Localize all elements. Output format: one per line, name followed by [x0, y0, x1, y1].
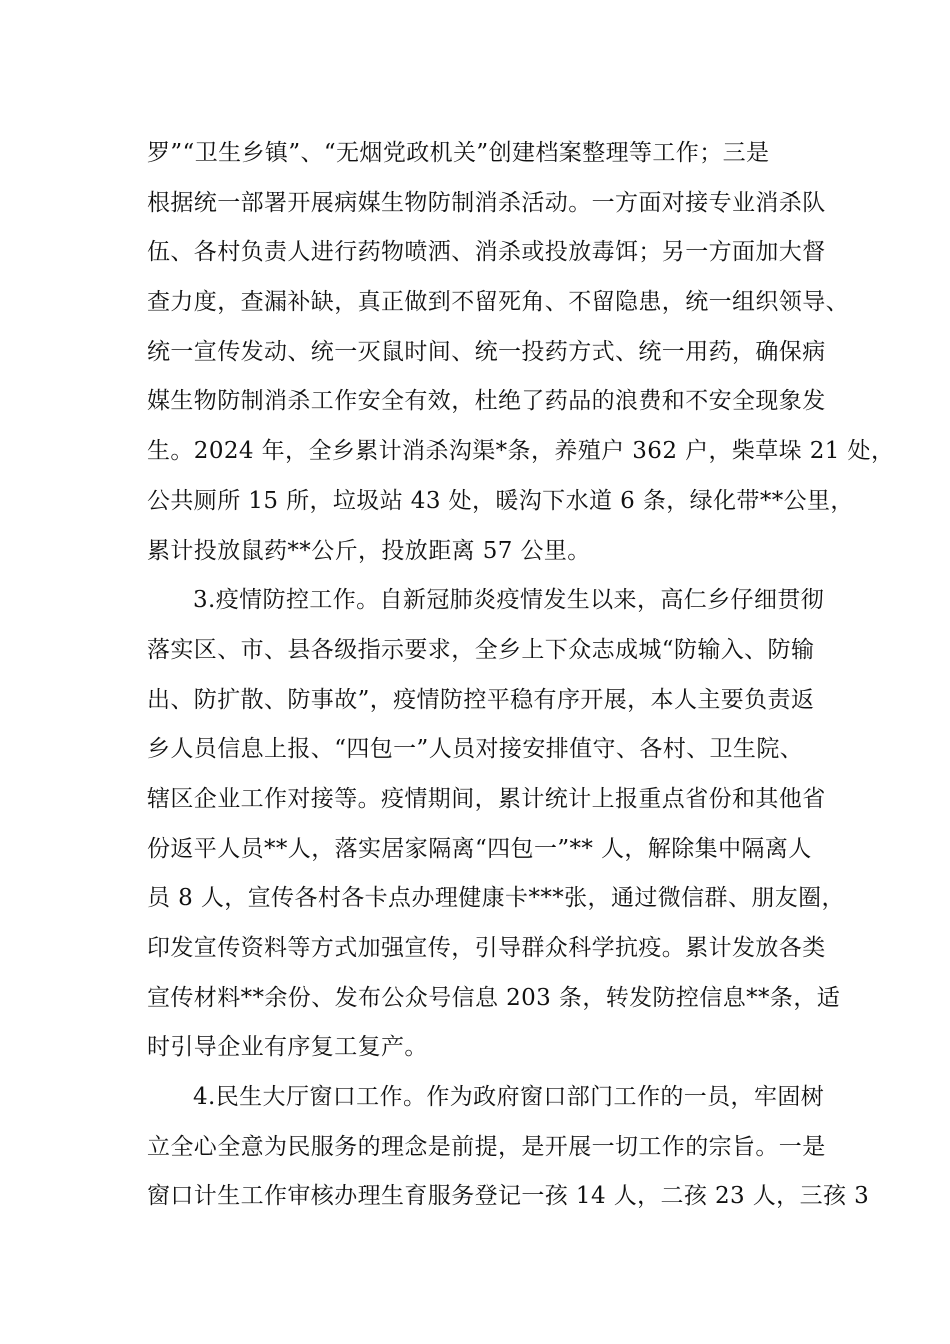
text-line: 立全心全意为民服务的理念是前提，是开展一切工作的宗旨。一是 — [147, 1133, 826, 1160]
text-line: 4.民生大厅窗口工作。作为政府窗口部门工作的一员，牢固树 — [193, 1084, 825, 1111]
text-line: 累计投放鼠药**公斤，投放距离 57 公里。 — [147, 537, 591, 564]
text-line: 辖区企业工作对接等。疫情期间，累计统计上报重点省份和其他省 — [147, 785, 826, 812]
text-line: 3.疫情防控工作。自新冠肺炎疫情发生以来，高仁乡仔细贯彻 — [193, 587, 825, 614]
text-line: 生。2024 年，全乡累计消杀沟渠*条，养殖户 362 户，柴草垛 21 处， — [147, 438, 895, 465]
text-line: 份返平人员**人，落实居家隔离“四包一”** 人，解除集中隔离人 — [147, 835, 812, 862]
text-line: 根据统一部署开展病媒生物防制消杀活动。一方面对接专业消杀队 — [147, 189, 826, 216]
text-line: 罗”“卫生乡镇”、“无烟党政机关”创建档案整理等工作；三是 — [147, 140, 770, 166]
text-line: 伍、各村负责人进行药物喷洒、消杀或投放毒饵；另一方面加大督 — [147, 239, 826, 266]
text-line: 窗口计生工作审核办理生育服务登记一孩 14 人，二孩 23 人，三孩 3 — [147, 1183, 870, 1210]
text-line: 公共厕所 15 所，垃圾站 43 处，暖沟下水道 6 条，绿化带**公里， — [147, 487, 854, 514]
paragraph-2 — [147, 576, 847, 1073]
text-line: 媒生物防制消杀工作安全有效，杜绝了药品的浪费和不安全现象发 — [147, 388, 826, 415]
text-line: 印发宣传资料等方式加强宣传，引导群众科学抗疫。累计发放各类 — [147, 935, 826, 961]
paragraph-1 — [147, 129, 895, 576]
text-line: 乡人员信息上报、“四包一”人员对接安排值守、各村、卫生院、 — [147, 736, 804, 763]
text-line: 查力度，查漏补缺，真正做到不留死角、不留隐患，统一组织领导、 — [147, 289, 849, 316]
text-line: 时引导企业有序复工复产。 — [147, 1034, 428, 1061]
text-line: 宣传材料**余份、发布公众号信息 203 条，转发防控信息**条，适 — [147, 984, 841, 1011]
text-line: 员 8 人，宣传各村各卡点办理健康卡***张，通过微信群、朋友圈， — [147, 885, 845, 912]
text-line: 出、防扩散、防事故”，疫情防控平稳有序开展，本人主要负责返 — [147, 686, 815, 713]
text-line: 统一宣传发动、统一灭鼠时间、统一投药方式、统一用药，确保病 — [147, 338, 826, 365]
paragraph-3 — [147, 1073, 870, 1222]
text-line: 落实区、市、县各级指示要求，全乡上下众志成城“防输入、防输 — [147, 636, 815, 663]
body-text — [147, 129, 895, 1222]
